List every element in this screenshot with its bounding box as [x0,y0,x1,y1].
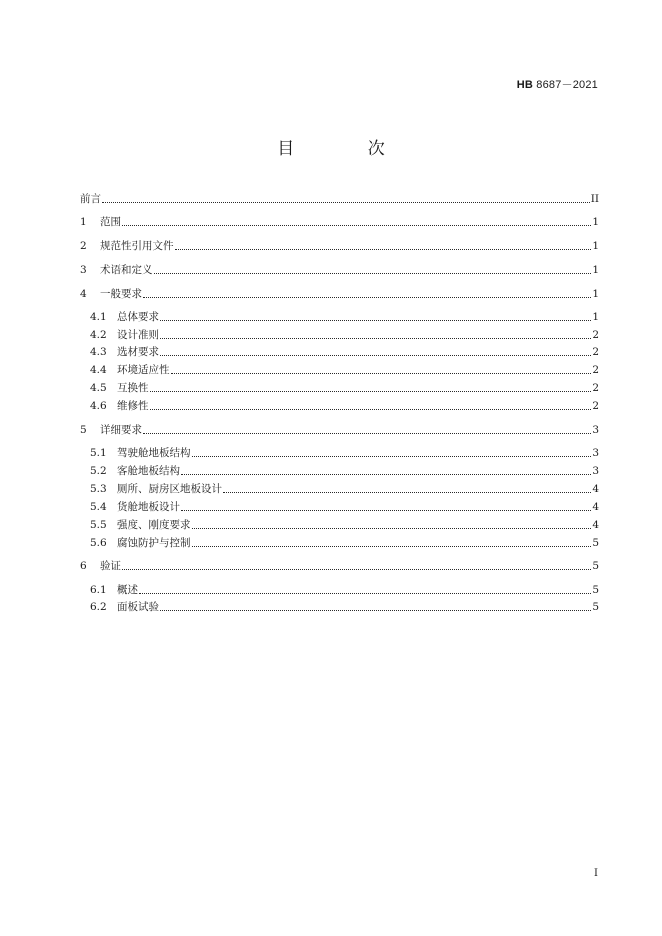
toc-entry-number: 4.1 [90,311,107,323]
toc-entry-4[interactable] [80,286,599,302]
toc-entry-page: 5 [592,601,599,613]
toc-dot-leader [143,432,591,434]
toc-entry-number: 4.4 [90,364,107,376]
toc-dot-leader [171,372,592,374]
toc-entry-title: 详细要求 [100,424,142,436]
toc-entry-5-1[interactable] [90,445,599,461]
toc-dot-leader [122,568,591,570]
toc-entry-foreword[interactable] [80,191,599,207]
toc-entry-title: 术语和定义 [100,264,153,276]
toc-entry-title: 总体要求 [117,311,159,323]
toc-dot-leader [192,455,592,457]
toc-entry-page: 2 [592,400,599,412]
toc-dot-leader [223,491,591,493]
toc-entry-1[interactable] [80,214,599,230]
toc-entry-page: 3 [592,447,599,459]
toc-entry-5-5[interactable] [90,517,599,533]
toc-entry-number: 2 [80,240,87,252]
toc-entry-4-6[interactable] [90,398,599,414]
toc-dot-leader [150,408,592,410]
toc-entry-number: 1 [80,216,87,228]
toc-entry-title: 规范性引用文件 [100,240,174,252]
toc-dot-leader [175,248,592,250]
toc-entry-2[interactable] [80,238,599,254]
toc-entry-number: 4.5 [90,382,107,394]
toc-entry-title: 验证 [100,560,121,572]
toc-entry-title: 货舱地板设计 [117,501,180,513]
toc-dot-leader [192,545,592,547]
toc-entry-number: 4.2 [90,329,107,341]
standard-number: 8687－2021 [536,79,598,91]
toc-entry-number: 6 [80,560,87,572]
toc-entry-title: 客舱地板结构 [117,465,180,477]
toc-entry-5-3[interactable] [90,481,599,497]
toc-entry-4-4[interactable] [90,362,599,378]
toc-entry-number: 5 [80,424,87,436]
toc-dot-leader [192,527,592,529]
toc-dot-leader [102,201,590,203]
toc-entry-5[interactable] [80,422,599,438]
toc-entry-title: 设计准则 [117,329,159,341]
toc-entry-page: 5 [592,584,599,596]
toc-entry-page: 4 [592,483,599,495]
toc-entry-number: 5.2 [90,465,107,477]
toc-title: 目 次 [277,139,419,159]
toc-entry-title: 强度、刚度要求 [117,519,191,531]
toc-entry-page: 2 [592,329,599,341]
toc-entry-number: 4 [80,288,87,300]
toc-entry-number: 4.3 [90,346,107,358]
toc-entry-number: 6.2 [90,601,107,613]
toc-entry-page: II [590,193,599,205]
toc-entry-4-5[interactable] [90,380,599,396]
toc-entry-number: 3 [80,264,87,276]
toc-entry-page: 1 [592,288,599,300]
toc-entry-number: 5.1 [90,447,107,459]
toc-entry-page: 2 [592,346,599,358]
toc-entry-6[interactable] [80,558,599,574]
toc-entry-4-2[interactable] [90,327,599,343]
toc-dot-leader [143,296,591,298]
toc-entry-title: 面板试验 [117,601,159,613]
toc-entry-page: 3 [592,465,599,477]
toc-dot-leader [154,272,592,274]
toc-entry-page: 1 [592,264,599,276]
toc-dot-leader [160,337,591,339]
toc-entry-6-2[interactable] [90,599,599,615]
toc-dot-leader [181,473,591,475]
toc-entry-number: 4.6 [90,400,107,412]
toc-entry-title: 前言 [80,193,101,205]
toc-entry-page: 2 [592,364,599,376]
toc-entry-page: 1 [592,240,599,252]
toc-entry-title: 范围 [100,216,121,228]
toc-dot-leader [160,319,591,321]
toc-entry-5-2[interactable] [90,463,599,479]
toc-entry-page: 1 [592,216,599,228]
toc-entry-title: 维修性 [117,400,149,412]
toc-dot-leader [122,224,591,226]
toc-dot-leader [139,592,591,594]
toc-entry-number: 5.6 [90,537,107,549]
toc-entry-title: 驾驶舱地板结构 [117,447,191,459]
toc-entry-5-6[interactable] [90,535,599,551]
toc-entry-page: 4 [592,501,599,513]
toc-dot-leader [160,609,591,611]
toc-entry-4-1[interactable] [90,309,599,325]
standard-code [517,76,598,92]
toc-entry-title: 腐蚀防护与控制 [117,537,191,549]
toc-entry-page: 2 [592,382,599,394]
standard-prefix: HB [516,79,533,91]
toc-entry-number: 6.1 [90,584,107,596]
toc-entry-title: 概述 [117,584,138,596]
toc-entry-3[interactable] [80,262,599,278]
toc-entry-page: 4 [592,519,599,531]
page-number: I [594,868,598,879]
toc-entry-page: 5 [592,537,599,549]
toc-entry-number: 5.3 [90,483,107,495]
toc-entry-page: 5 [592,560,599,572]
toc-entry-6-1[interactable] [90,582,599,598]
toc-dot-leader [150,390,592,392]
toc-dot-leader [181,509,591,511]
toc-entry-4-3[interactable] [90,344,599,360]
toc-entry-page: 3 [592,424,599,436]
toc-entry-title: 一般要求 [100,288,142,300]
toc-entry-title: 互换性 [117,382,149,394]
toc-entry-title: 厕所、厨房区地板设计 [117,483,222,495]
toc-entry-title: 环境适应性 [117,364,170,376]
toc-entry-title: 选材要求 [117,346,159,358]
toc-entry-page: 1 [592,311,599,323]
toc-entry-5-4[interactable] [90,499,599,515]
toc-dot-leader [160,354,591,356]
toc-entry-number: 5.4 [90,501,107,513]
toc-entry-number: 5.5 [90,519,107,531]
